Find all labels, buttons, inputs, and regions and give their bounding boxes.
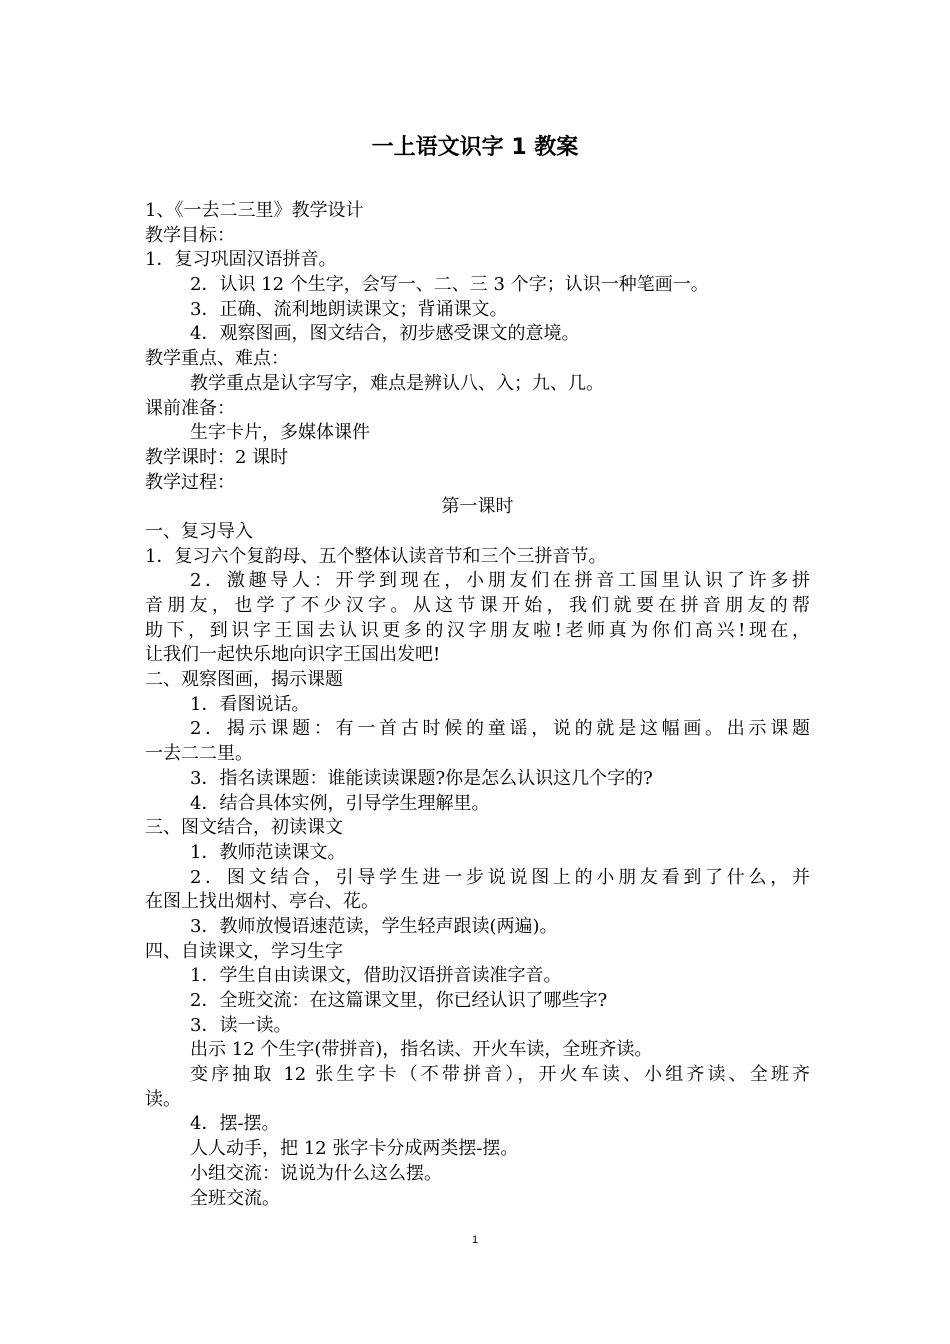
preparation-text: 生字卡片，多媒体课件 [190, 422, 370, 444]
paragraph-line: 助下，到识字王国去认识更多的汉字朋友啦!老师真为你们高兴!现在， [145, 619, 810, 641]
paragraph-line: 读。 [145, 1088, 181, 1110]
paragraph-line: 人人动手，把 12 张字卡分成两类摆-摆。 [190, 1138, 519, 1160]
goal-item: 4．观察图画，图文结合，初步感受课文的意境。 [190, 323, 580, 345]
part-heading: 二、观察图画，揭示课题 [145, 669, 343, 691]
part-heading: 一、复习导入 [145, 520, 253, 542]
step-item: 4．摆-摆。 [190, 1113, 280, 1135]
key-points-text: 教学重点是认字写字，难点是辨认八、入；九、几。 [190, 372, 604, 394]
step-item: 2．揭示课题：有一首古时候的童谣，说的就是这幅画。出示课题 [190, 718, 810, 740]
goal-item: 1．复习巩固汉语拼音。 [145, 249, 337, 271]
key-points-label: 教学重点、难点： [145, 348, 289, 370]
class-hours: 教学课时：2 课时 [145, 446, 289, 468]
paragraph-line: 一去二二里。 [145, 743, 253, 765]
goal-item: 3．正确、流利地朗读课文；背诵课文。 [190, 298, 508, 320]
paragraph-line: 在图上找出烟村、亭台、花。 [145, 891, 379, 913]
paragraph-line: 变序抽取 12 张生字卡（不带拼音），开火车读、小组齐读、全班齐 [190, 1064, 810, 1086]
step-item: 3．读一读。 [190, 1014, 292, 1036]
step-item: 3．教师放慢语速范读，学生轻声跟读(两遍)。 [190, 915, 558, 937]
paragraph-line: 小组交流：说说为什么这么摆。 [190, 1162, 442, 1184]
step-item: 2．图文结合，引导学生进一步说说图上的小朋友看到了什么，并 [190, 866, 810, 888]
part-heading: 四、自读课文，学习生字 [145, 940, 343, 962]
step-item: 1．教师范读课文。 [190, 841, 346, 863]
goal-item: 2．认识 12 个生字，会写一、二、三 3 个字；认识一种笔画一。 [190, 274, 709, 296]
step-item: 1．学生自由读课文，借助汉语拼音读准字音。 [190, 965, 562, 987]
section-heading: 1、《一去二三里》教学设计 [145, 200, 364, 221]
step-item: 3．指名读课题：谁能读读课题?你是怎么认识这几个字的? [190, 767, 653, 789]
step-item: 2．全班交流：在这篇课文里，你已经认识了哪些字? [190, 990, 608, 1011]
teaching-goals-label: 教学目标： [145, 224, 235, 246]
paragraph-line: 全班交流。 [190, 1187, 280, 1209]
step-item: 4．结合具体实例，引导学生理解里。 [190, 792, 490, 814]
step-item: 1．看图说话。 [190, 693, 310, 715]
step-item: 1．复习六个复韵母、五个整体认读音节和三个三拼音节。 [145, 545, 607, 567]
part-heading: 三、图文结合，初读课文 [145, 817, 343, 839]
paragraph-line: 出示 12 个生字(带拼音)，指名读、开火车读，全班齐读。 [190, 1039, 653, 1061]
page-number: 1 [471, 1234, 479, 1246]
preparation-label: 课前准备： [145, 397, 235, 419]
paragraph-line: 2．激趣导人：开学到现在，小朋友们在拼音工国里认识了许多拼 [190, 570, 810, 592]
lesson-heading: 第一课时 [441, 496, 514, 518]
document-body [145, 199, 810, 1211]
document-title: 一上语文识字 1 教案 [371, 135, 579, 160]
process-label: 教学过程： [145, 471, 235, 493]
paragraph-line: 让我们一起快乐地向识字王国出发吧! [145, 644, 441, 666]
paragraph-line: 音朋友，也学了不少汉字。从这节课开始，我们就要在拼音朋友的帮 [145, 595, 810, 616]
